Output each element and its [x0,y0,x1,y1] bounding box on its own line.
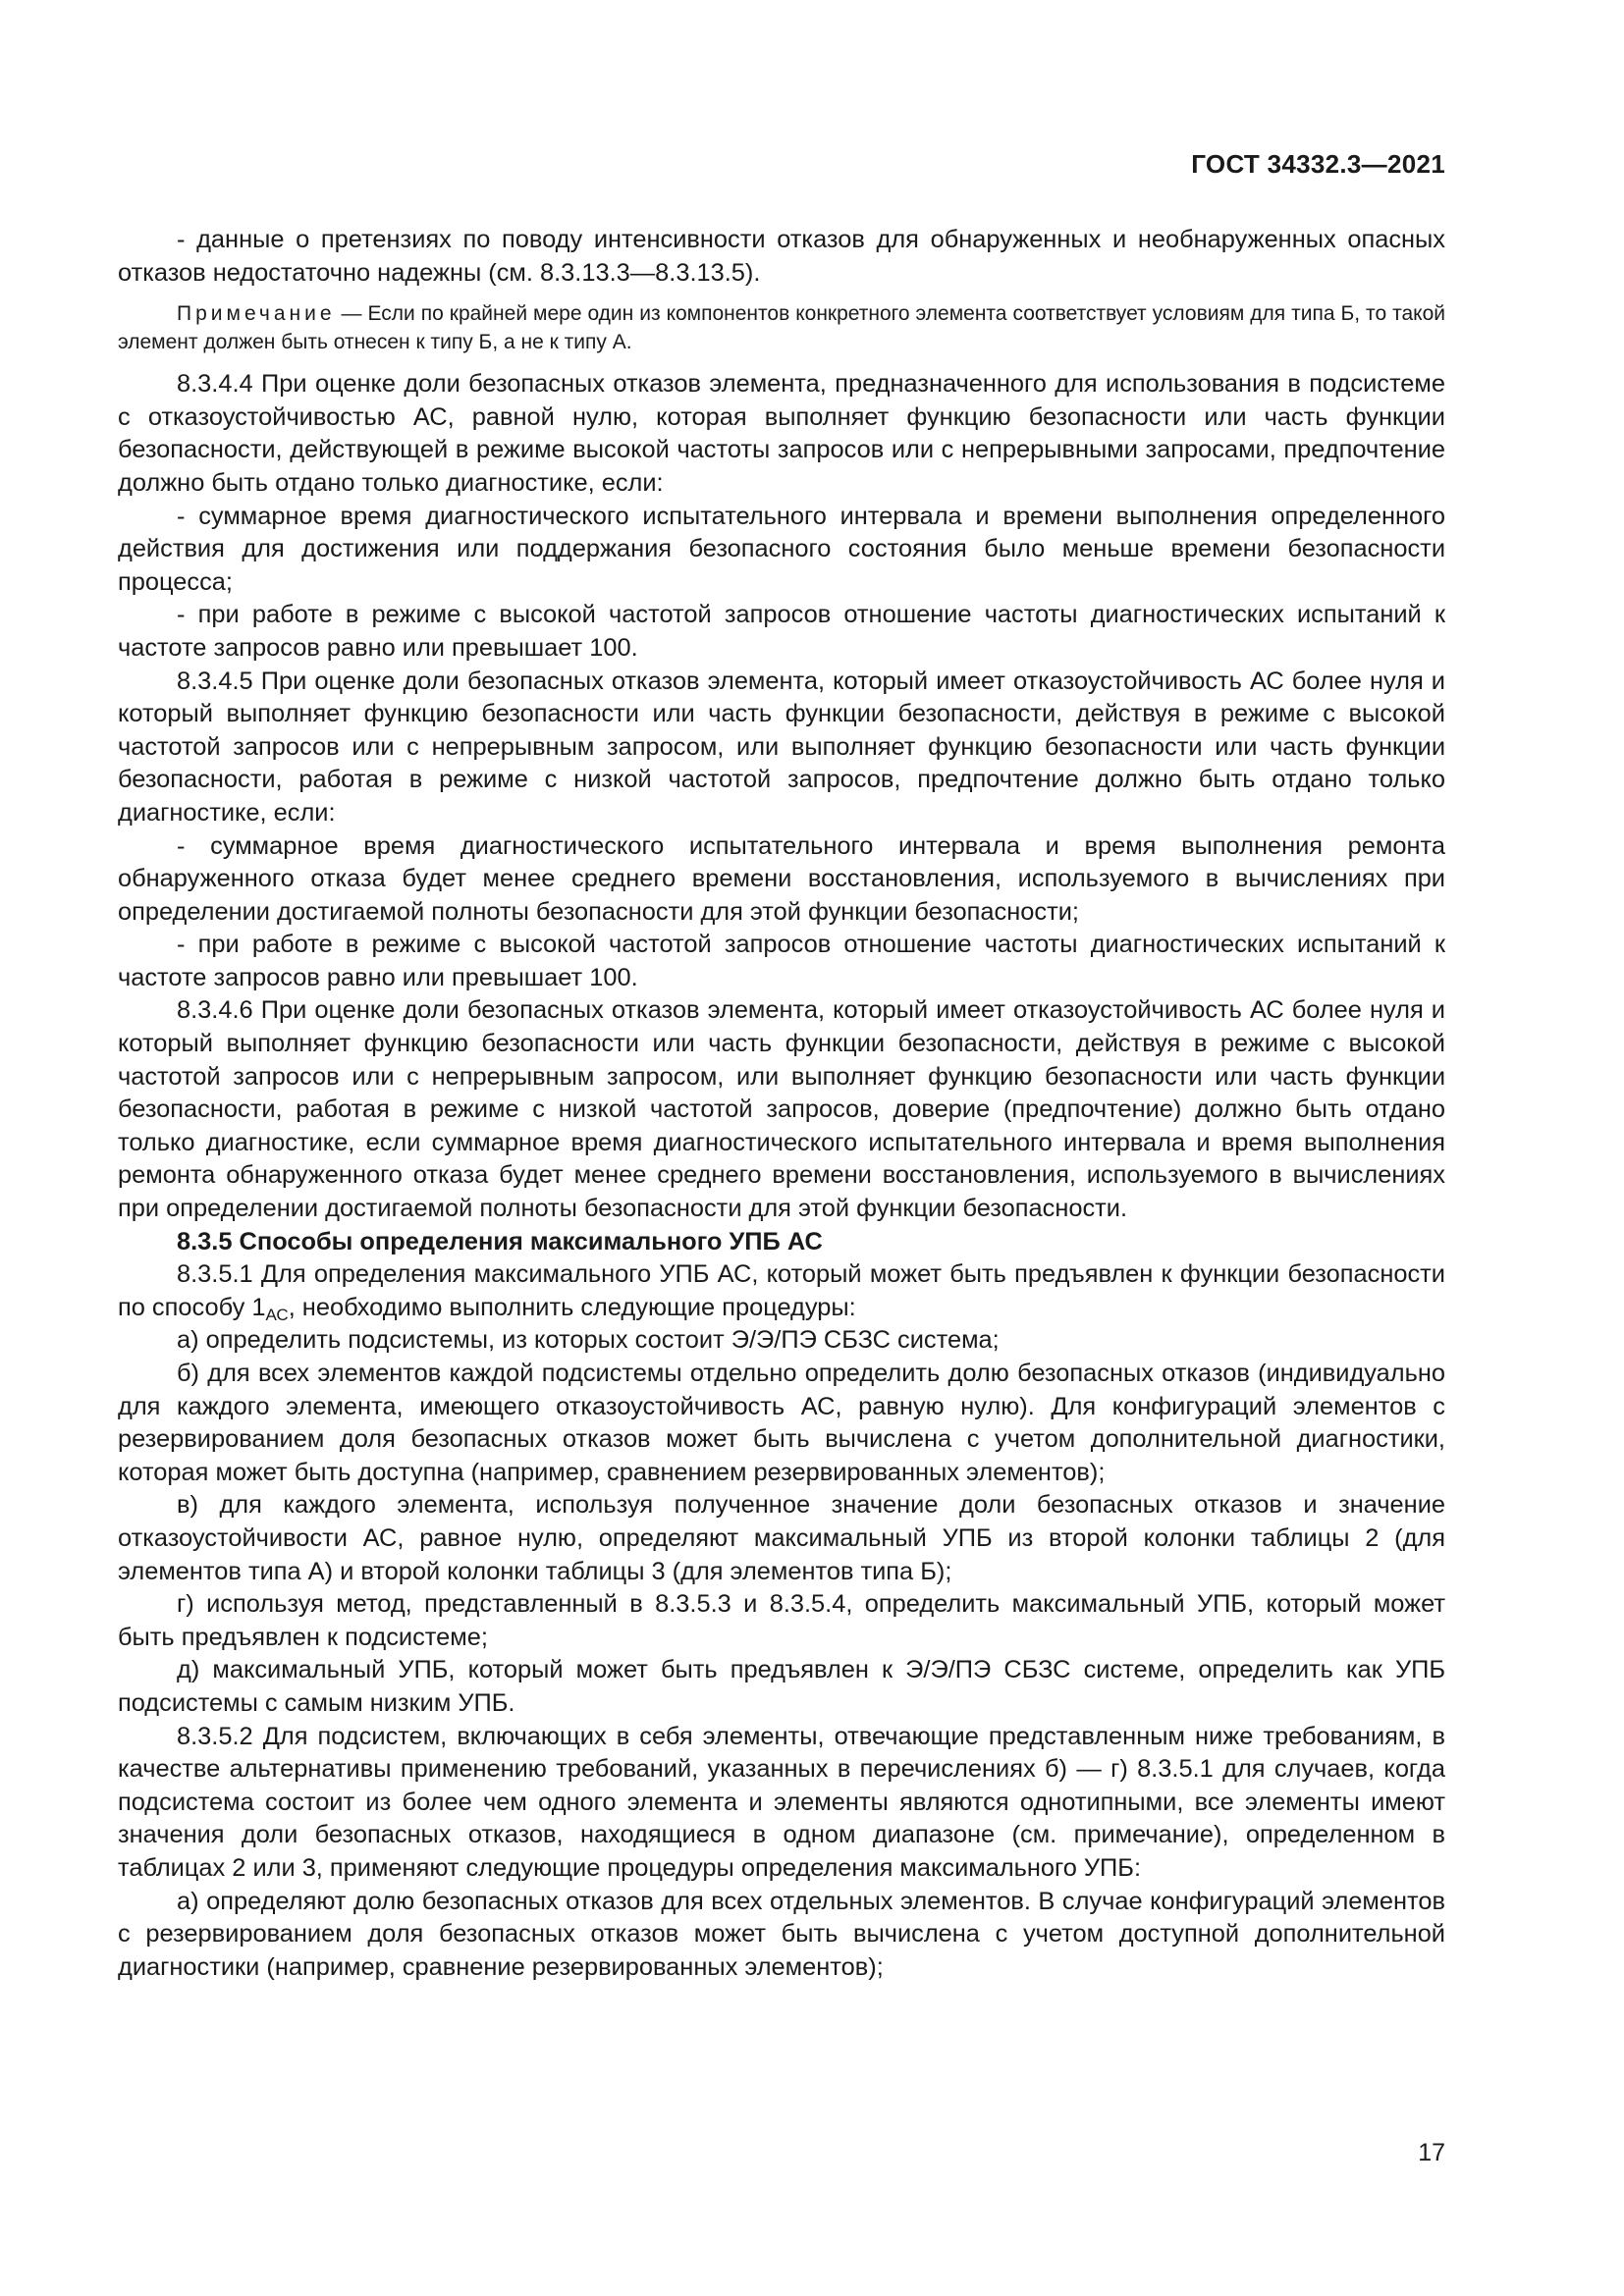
page-number: 17 [1418,2139,1445,2166]
list-item: - данные о претензиях по поводу интенсивности отказов для обнаруженных и необнаруженных опасных отказов недостаточно надежны (см. 8.3.13.3—8.3.13.5). [118,226,1445,287]
list-item: б) для всех элементов каждой подсистемы отдельно определить долю безопасных отказов (индивидуально для каждого элемента, имеющего отказоустойчивость АС, равную нулю). Для конфигураций элементов с резервированием доля безопасных отказов может быть вычислена с учетом дополнительной диагностики, которая может быть доступна (например, сравнением резервированных элементов); [118,1360,1445,1486]
page-body [118,224,1445,1984]
list-item: - суммарное время диагностического испытательного интервала и времени выполнения определенного действия для достижения или поддержания безопасного состояния было меньше времени безопасности процесса; [118,502,1445,596]
list-item: д) максимальный УПБ, который может быть предъявлен к Э/Э/ПЭ СБЗС системе, определить как УПБ подсистемы с самым низким УПБ. [118,1656,1445,1717]
note [118,299,1445,356]
standard-id-header: ГОСТ 34332.3—2021 [1191,149,1445,179]
list-item: в) для каждого элемента, используя полученное значение доли безопасных отказов и значение отказоустойчивости АС, равное нулю, определяют максимальный УПБ из второй колонки таблицы 2 (для элементов типа А) и второй колонки таблицы 3 (для элементов типа Б); [118,1491,1445,1585]
list-item: а) определить подсистемы, из которых состоит Э/Э/ПЭ СБЗС система; [177,1326,1000,1355]
clause-8-3-4-5: 8.3.4.5 При оценке доли безопасных отказов элемента, который имеет отказоустойчивость АС более нуля и который выполняет функцию безопасности или часть функции безопасности, действуя в режиме с высокой частотой запросов или с непрерывным запросом, или выполняет функцию безопасности или часть функции безопасности, работая в режиме с низкой частотой запросов, предпочтение должно быть отдано только диагностике, если: [118,667,1445,827]
clause-8-3-4-4: 8.3.4.4 При оценке доли безопасных отказов элемента, предназначенного для использования в подсистеме с отказоустойчивостью АС, равной нулю, которая выполняет функцию безопасности или часть функции безопасности, действующей в режиме высокой частоты запросов или с непрерывными запросами, предпочтение должно быть отдано только диагностике, если: [118,370,1445,497]
list-item: г) используя метод, представленный в 8.3.5.3 и 8.3.5.4, определить максимальный УПБ, который может быть предъявлен к подсистеме; [118,1590,1445,1651]
list-item: - суммарное время диагностического испытательного интервала и время выполнения ремонта обнаруженного отказа будет менее среднего времени восстановления, используемого в вычислениях при определении достигаемой полноты безопасности для этой функции безопасности; [118,831,1445,926]
section-heading-8-3-5: 8.3.5 Способы определения максимального УПБ АС [177,1227,823,1255]
clause-text: 8.3.5.1 Для определения максимального УПБ АС, который может быть предъявлен к функции безопасности по способу 1 [118,1260,1445,1321]
clause-text: , необходимо выполнить следующие процедуры: [288,1293,856,1321]
note-label: Примечание [177,302,336,326]
list-item: - при работе в режиме с высокой частотой запросов отношение частоты диагностических испытаний к частоте запросов равно или превышает 100. [118,931,1445,991]
note-text: — Если по крайней мере один из компонентов конкретного элемента соответствует условиям для типа Б, то такой элемент должен быть отнесен к типу Б, а не к типу А. [118,302,1445,354]
clause-8-3-4-6: 8.3.4.6 При оценке доли безопасных отказов элемента, который имеет отказоустойчивость АС более нуля и который выполняет функцию безопасности или часть функции безопасности, действуя в режиме с высокой частотой запросов или с непрерывным запросом, или выполняет функцию безопасности или часть функции безопасности, работая в режиме с низкой частотой запросов, доверие (предпочтение) должно быть отдано только диагностике, если суммарное время диагностического испытательного интервала и время выполнения ремонта обнаруженного отказа будет менее среднего времени восстановления, используемого в вычислениях при определении достигаемой полноты безопасности для этой функции безопасности. [118,996,1445,1223]
list-item: - при работе в режиме с высокой частотой запросов отношение частоты диагностических испытаний к частоте запросов равно или превышает 100. [118,601,1445,662]
clause-8-3-5-1 [118,1258,1445,1324]
clause-8-3-5-2: 8.3.5.2 Для подсистем, включающих в себя элементы, отвечающие представленным ниже требованиям, в качестве альтернативы применению требований, указанных в перечислениях б) — г) 8.3.5.1 для случаев, когда подсистема состоит из более чем одного элемента и элементы являются однотипными, все элементы имеют значения доли безопасных отказов, находящиеся в одном диапазоне (см. примечание), определенном в таблицах 2 или 3, применяют следующие процедуры определения максимального УПБ: [118,1722,1445,1882]
subscript: АС [265,1305,289,1324]
list-item: а) определяют долю безопасных отказов для всех отдельных элементов. В случае конфигураций элементов с резервированием доля безопасных отказов может быть вычислена с учетом доступной дополнительной диагностики (например, сравнение резервированных элементов); [118,1887,1445,1981]
